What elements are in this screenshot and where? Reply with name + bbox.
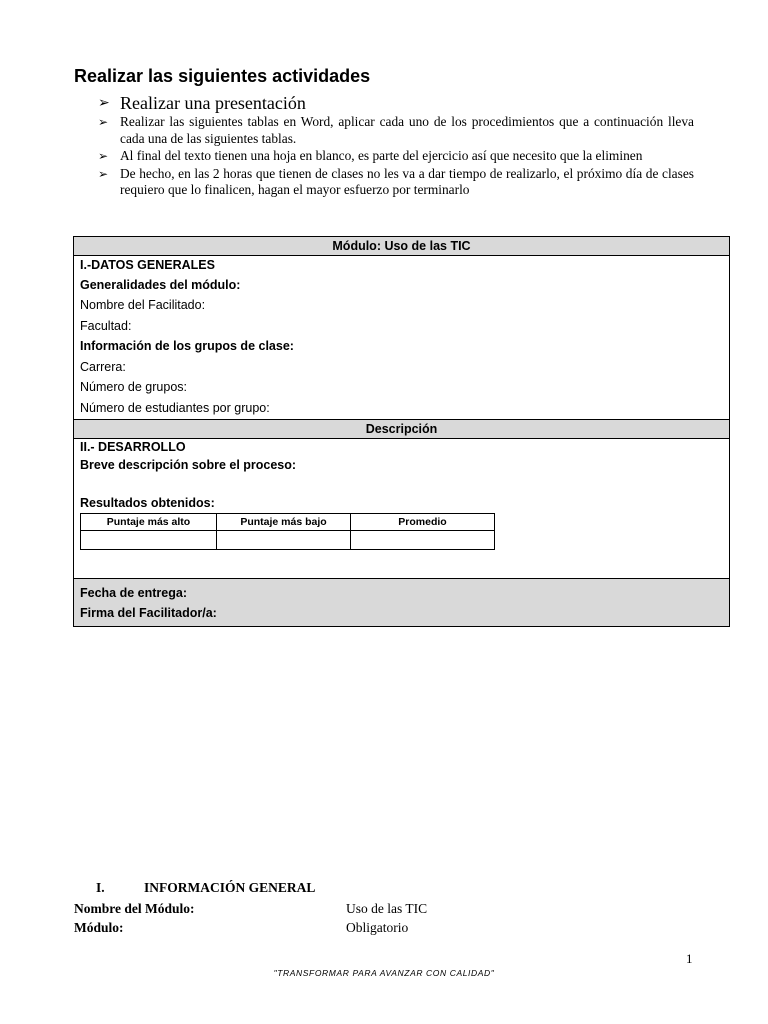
score-cell[interactable]	[351, 531, 495, 550]
module-form-table	[73, 236, 730, 627]
list-item	[98, 114, 694, 147]
list-item	[98, 166, 694, 199]
info-grupos-label: Información de los grupos de clase:	[80, 339, 294, 353]
section-desarrollo: II.- DESARROLLO	[80, 440, 186, 454]
page-number: 1	[686, 951, 693, 966]
resultados-label: Resultados obtenidos:	[80, 496, 215, 510]
carrera-label: Carrera:	[80, 360, 126, 374]
form-title-bar: Módulo: Uso de las TIC	[74, 237, 729, 256]
facultad-label: Facultad:	[80, 319, 132, 333]
footer-motto: "TRANSFORMAR PARA AVANZAR CON CALIDAD"	[273, 968, 495, 978]
generalidades-label: Generalidades del módulo:	[80, 278, 241, 292]
arrow-bullet-icon: ➢	[98, 149, 109, 163]
general-info-value: Uso de las TIC	[346, 901, 428, 916]
arrow-bullet-icon: ➢	[98, 166, 109, 181]
list-item-text: De hecho, en las 2 horas que tienen de clases no les va a dar tiempo de realizarlo, el próximo día de clases requiero que lo finalicen, hagan el mayor esfuerzo por terminarlo	[120, 165, 694, 197]
score-header: Puntaje más bajo	[217, 514, 351, 531]
general-info-title: INFORMACIÓN GENERAL	[144, 880, 316, 895]
fecha-entrega-label: Fecha de entrega:	[80, 586, 187, 600]
signature-section	[74, 578, 729, 626]
num-estudiantes-label: Número de estudiantes por grupo:	[80, 401, 270, 415]
general-info-key: Nombre del Módulo:	[74, 901, 195, 916]
list-item	[98, 148, 694, 165]
general-info-number: I.	[96, 880, 105, 895]
nombre-facilitado-label: Nombre del Facilitado:	[80, 298, 206, 312]
breve-descripcion-label: Breve descripción sobre el proceso:	[80, 458, 297, 472]
list-item-text: Al final del texto tienen una hoja en blanco, es parte del ejercicio así que necesito que la eliminen	[120, 148, 643, 163]
score-cell[interactable]	[81, 531, 217, 550]
scores-table	[80, 513, 495, 550]
section-datos-generales: I.-DATOS GENERALES	[80, 258, 215, 272]
score-header: Puntaje más alto	[81, 514, 217, 531]
general-info-heading	[96, 880, 315, 896]
list-item-text: Realizar las siguientes tablas en Word, aplicar cada uno de los procedimientos que a continuación lleva cada una de las siguientes tablas.	[120, 114, 694, 146]
list-item	[98, 92, 694, 114]
page-heading: Realizar las siguientes actividades	[74, 66, 371, 86]
firma-facilitador-label: Firma del Facilitador/a:	[80, 606, 217, 620]
score-header: Promedio	[351, 514, 495, 531]
arrow-bullet-icon: ➢	[98, 115, 109, 129]
list-item-text: Realizar una presentación	[120, 93, 306, 113]
general-info-key: Módulo:	[74, 920, 124, 935]
score-cell[interactable]	[217, 531, 351, 550]
general-info-value: Obligatorio	[346, 920, 409, 935]
descripcion-bar: Descripción	[74, 419, 729, 439]
arrow-bullet-icon: ➢	[98, 96, 110, 111]
num-grupos-label: Número de grupos:	[80, 380, 188, 394]
instruction-list	[98, 92, 694, 200]
